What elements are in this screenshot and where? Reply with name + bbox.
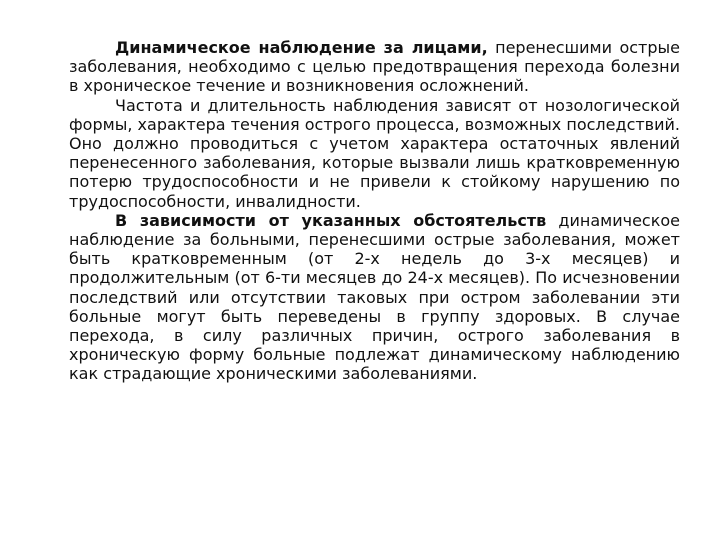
paragraph-body: перенесшими острые заболевания, необходимо с целью предотвращения перехода болезни в хроническое течение и возникновения осложнений. [69, 38, 680, 96]
paragraph-lead: В зависимости от указанных обстоятельств [115, 210, 547, 230]
paragraph-circumstances [69, 211, 680, 384]
paragraph-body: Частота и длительность наблюдения зависят от нозологической формы, характера течения острого процесса, возможных последствий. Оно должно проводиться с учетом характера остаточных явлений перенесенного заболевания, которые вызвали лишь кратковременную потерю трудоспособности и не привели к стойкому нарушению по трудоспособности, инвалидности. [69, 95, 680, 211]
text-block [69, 38, 680, 384]
paragraph-frequency [69, 96, 680, 211]
paragraph-body: динамическое наблюдение за больными, перенесшими острые заболевания, может быть кратковременным (от 2-х недель до 3-х месяцев) и продолжительным (от 6-ти месяцев до 24-х месяцев). По исчезновении последствий или отсутствии таковых при остром заболевании эти больные могут быть переведены в группу здоровых. В случае перехода, в силу различных причин, острого заболевания в хроническую форму больные подлежат динамическому наблюдению как страдающие хроническими заболеваниями. [69, 210, 680, 384]
paragraph-dynamic-observation [69, 38, 680, 96]
paragraph-lead: Динамическое наблюдение за лицами, [115, 38, 488, 57]
